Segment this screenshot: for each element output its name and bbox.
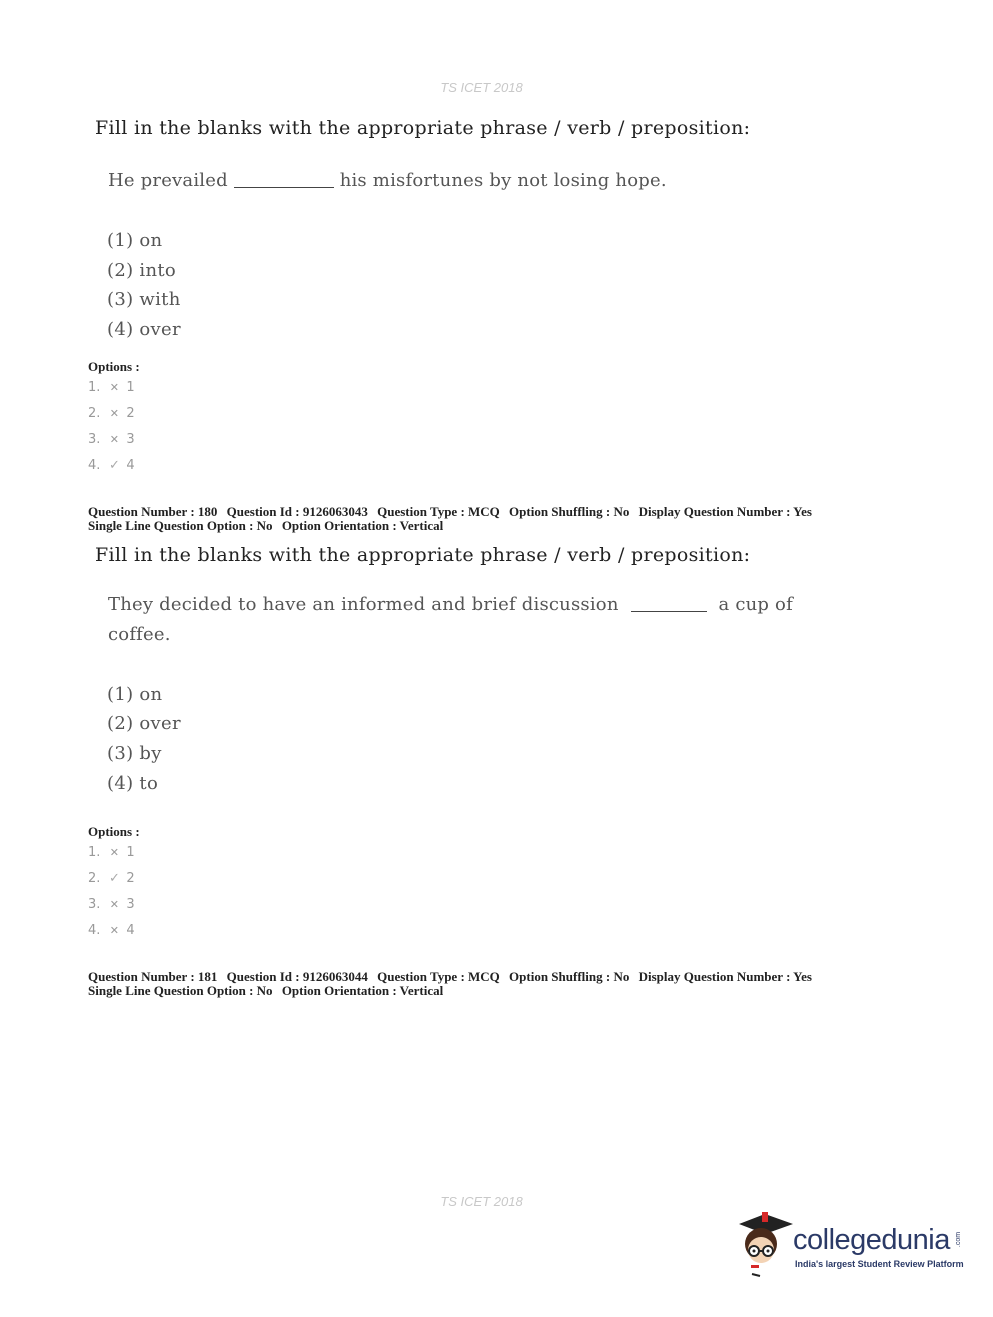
meta-line-1 [88,505,818,519]
cross-icon: ✕ [109,381,120,394]
option-value: 4 [126,923,135,938]
option-row [88,897,135,912]
choice-item: (4) to [107,773,159,794]
option-number: 3. [88,432,101,447]
meta-question-number: Question Number : 180 [88,504,218,519]
choice-item: (2) over [107,713,181,734]
option-value: 1 [126,845,135,860]
meta-line-2 [88,984,818,998]
option-value: 4 [126,458,135,473]
meta-display-number: Display Question Number : Yes [638,969,812,984]
option-number: 1. [88,845,101,860]
meta-single-line: Single Line Question Option : No [88,518,273,533]
question-text [108,594,793,615]
mascot-logo-icon [735,1210,795,1280]
meta-orientation: Option Orientation : Vertical [281,518,444,533]
check-icon: ✓ [108,871,120,886]
cross-icon: ✕ [109,924,120,937]
choice-item: (2) into [107,260,177,281]
question-text-after: his misfortunes by not losing hope. [339,170,667,191]
option-row [88,845,135,860]
question-text-before: He prevailed [108,170,228,191]
choice-item: (4) over [107,319,181,340]
meta-question-type: Question Type : MCQ [377,969,500,984]
choice-item: (3) with [107,289,181,310]
option-row [88,871,135,886]
question-text [108,170,667,191]
question-text-before: They decided to have an informed and brief discussion [108,594,619,615]
fill-blank [631,610,707,612]
options-label: Options : [88,359,140,374]
logo-wordmark: collegedunia [793,1224,950,1256]
meta-line-1 [88,970,818,984]
option-value: 3 [126,432,135,447]
meta-question-id: Question Id : 9126063043 [226,504,368,519]
option-row [88,432,135,447]
meta-option-shuffling: Option Shuffling : No [509,504,630,519]
option-row [88,380,135,395]
option-number: 3. [88,897,101,912]
meta-single-line: Single Line Question Option : No [88,983,273,998]
option-value: 2 [126,871,135,886]
question-heading: Fill in the blanks with the appropriate phrase / verb / preposition: [95,544,751,566]
watermark-top: TS ICET 2018 [440,80,523,95]
check-icon: ✓ [108,458,120,473]
option-number: 4. [88,923,101,938]
question-text-after: a cup of [718,594,793,615]
options-label: Options : [88,824,140,839]
question-meta [88,970,818,998]
choice-item: (1) on [107,230,163,251]
option-row [88,406,135,421]
choice-item: (3) by [107,743,162,764]
cross-icon: ✕ [109,433,120,446]
cross-icon: ✕ [109,898,120,911]
meta-line-2 [88,519,818,533]
fill-blank [234,186,334,188]
option-row [88,458,135,473]
question-text-line2: coffee. [108,624,171,645]
option-number: 2. [88,871,101,886]
option-number: 2. [88,406,101,421]
logo-tagline: India's largest Student Review Platform [795,1259,964,1269]
option-number: 1. [88,380,101,395]
logo-suffix: .com [955,1231,963,1248]
meta-question-number: Question Number : 181 [88,969,218,984]
question-heading: Fill in the blanks with the appropriate phrase / verb / preposition: [95,117,751,139]
watermark-bottom: TS ICET 2018 [440,1194,523,1209]
option-number: 4. [88,458,101,473]
choice-item: (1) on [107,684,163,705]
option-value: 2 [126,406,135,421]
meta-question-type: Question Type : MCQ [377,504,500,519]
cross-icon: ✕ [109,846,120,859]
meta-orientation: Option Orientation : Vertical [281,983,444,998]
meta-display-number: Display Question Number : Yes [638,504,812,519]
option-row [88,923,135,938]
option-value: 1 [126,380,135,395]
meta-question-id: Question Id : 9126063044 [226,969,368,984]
option-value: 3 [126,897,135,912]
meta-option-shuffling: Option Shuffling : No [509,969,630,984]
question-meta [88,505,818,533]
cross-icon: ✕ [109,407,120,420]
